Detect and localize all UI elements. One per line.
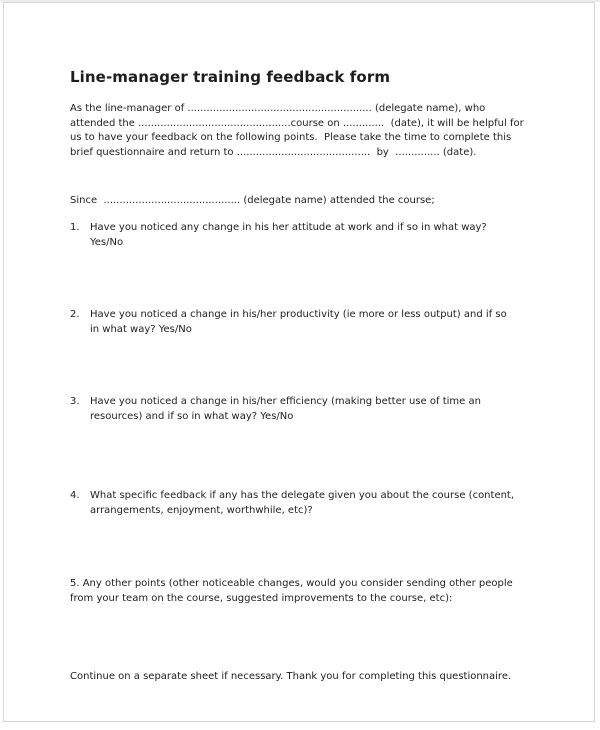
intro-line: us to have your feedback on the following points. Please take the time to complete this [70, 132, 512, 144]
question-number: 2. [70, 309, 80, 320]
footer-note [70, 670, 545, 685]
intro-line: attended the ................................................course on ............. (date), it will be helpful for [70, 117, 524, 129]
question-text [90, 395, 545, 424]
question-item-5 [70, 577, 545, 606]
question-line: Have you noticed a change in his/her efficiency (making better use of time an [90, 396, 481, 407]
intro-line: As the line-manager of .......................................................... (delegate name), who [70, 103, 486, 114]
question-number: 3. [70, 396, 80, 407]
question-line: Have you noticed any change in his her attitude at work and if so in what way? [90, 222, 487, 233]
intro-paragraph [70, 102, 545, 160]
question-number: 4. [70, 490, 80, 501]
since-line [70, 194, 545, 209]
question-line: arrangements, enjoyment, worthwhile, etc)? [90, 504, 313, 516]
page-top-strip [0, 0, 600, 2]
since-line-text: Since ........................................... (delegate name) attended the course; [70, 195, 435, 206]
question-line: resources) and if so in what way? Yes/No [90, 410, 294, 422]
question-item-3 [70, 395, 545, 424]
footer-note-text: Continue on a separate sheet if necessary. Thank you for completing this questionnaire. [70, 671, 512, 682]
question-line: from your team on the course, suggested improvements to the course, etc): [70, 592, 453, 604]
question-item-4 [70, 489, 545, 518]
question-number: 1. [70, 222, 80, 233]
question-line: Have you noticed a change in his/her productivity (ie more or less output) and if so [90, 309, 507, 320]
question-item-1 [70, 221, 545, 250]
question-item-2 [70, 308, 545, 337]
question-text [90, 489, 545, 518]
question-line: 5. Any other points (other noticeable changes, would you consider sending other people [70, 578, 513, 589]
question-text [90, 308, 545, 337]
form-title: Line-manager training feedback form [70, 68, 391, 86]
intro-line: brief questionnaire and return to .......................................... by .............. (date). [70, 146, 477, 158]
question-answer-hint: Yes/No [90, 236, 124, 248]
question-line: in what way? Yes/No [90, 323, 192, 335]
question-line: What specific feedback if any has the delegate given you about the course (content, [90, 490, 515, 501]
question-text [90, 221, 545, 250]
